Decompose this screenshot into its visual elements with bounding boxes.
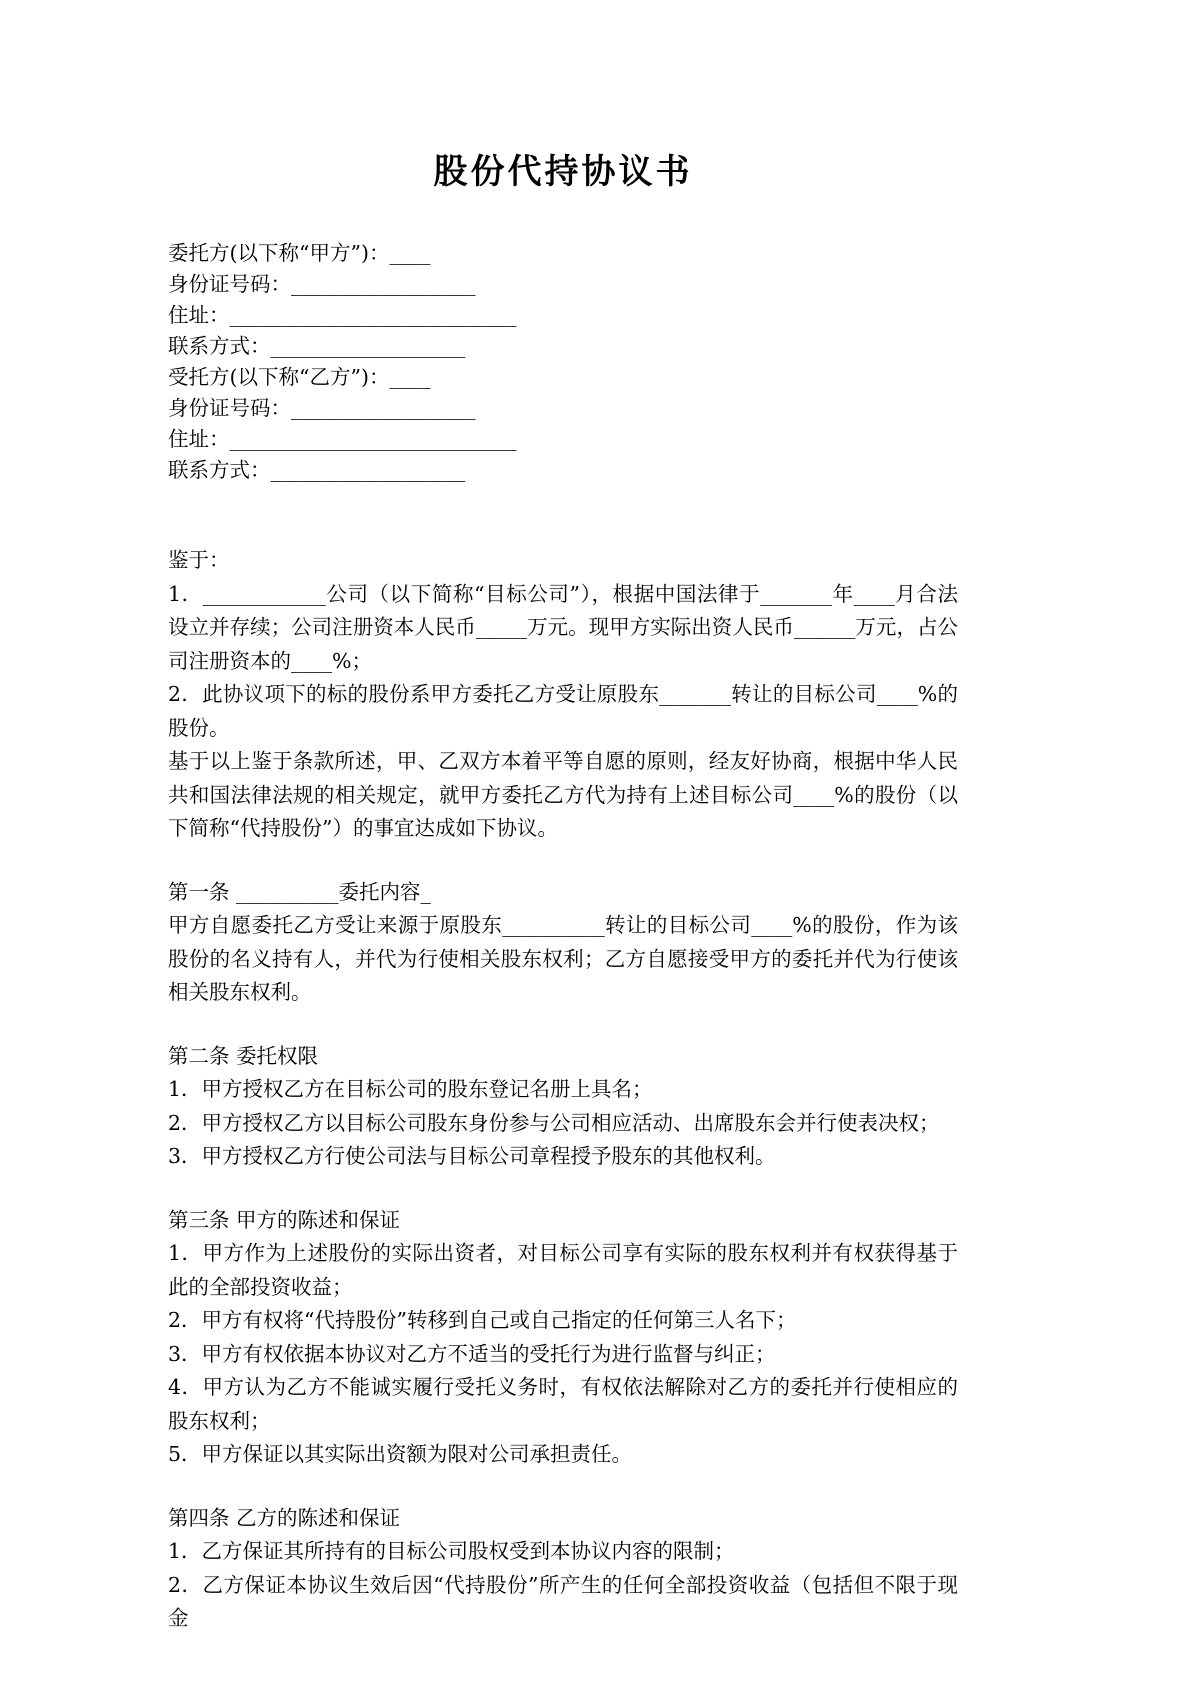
party-line-trustee: 受托方(以下称“乙方”)：____: [168, 365, 431, 390]
recitals-heading: 鉴于：: [168, 548, 230, 573]
recitals-block: [168, 544, 958, 846]
article-4-paragraph-1: 1．乙方保证其所持有的目标公司股权受到本协议内容的限制；: [168, 1539, 735, 1564]
party-line-trustee-id: 身份证号码：__________________: [168, 396, 476, 421]
article-3: [168, 1204, 958, 1472]
document-content: [168, 0, 958, 1636]
article-1: [168, 876, 958, 1010]
article-3-paragraph-2: 2．甲方有权将“代持股份”转移到自己或自己指定的任何第三人名下；: [168, 1308, 797, 1333]
article-2-paragraph-2: 2．甲方授权乙方以目标公司股东身份参与公司相应活动、出席股东会并行使表决权；: [168, 1110, 940, 1135]
article-4: [168, 1502, 958, 1636]
article-3-paragraph-3: 3．甲方有权依据本协议对乙方不适当的受托行为进行监督与纠正；: [168, 1341, 776, 1366]
article-3-paragraph-4: 4．甲方认为乙方不能诚实履行受托义务时，有权依法解除对乙方的委托并行使相应的股东权利；: [168, 1375, 958, 1433]
party-line-trustee-contact: 联系方式：___________________: [168, 458, 466, 483]
article-2-heading: 第二条 委托权限: [168, 1043, 319, 1068]
recital-item-2: 2．此协议项下的标的股份系甲方委托乙方受让原股东_______转让的目标公司____%的股份。: [168, 682, 958, 740]
article-2-paragraph-1: 1．甲方授权乙方在目标公司的股东登记名册上具名；: [168, 1077, 653, 1102]
page-title: 股份代持协议书: [433, 152, 693, 192]
party-line-entrustor-contact: 联系方式：___________________: [168, 334, 466, 359]
article-4-paragraph-2: 2．乙方保证本协议生效后因“代持股份”所产生的任何全部投资收益（包括但不限于现金: [168, 1572, 958, 1631]
recital-closing-paragraph: 基于以上鉴于条款所述，甲、乙双方本着平等自愿的原则，经友好协商，根据中华人民共和国法律法规的相关规定，就甲方委托乙方代为持有上述目标公司____%的股份（以下简称“代持股份”）的事宜达成如下协议。: [168, 749, 958, 841]
article-1-heading: 第一条 __________委托内容_: [168, 879, 431, 904]
party-line-entrustor-id: 身份证号码：__________________: [168, 272, 476, 297]
article-1-paragraph-1: 甲方自愿委托乙方受让来源于原股东__________转让的目标公司____%的股份，作为该股份的名义持有人，并代为行使相关股东权利；乙方自愿接受甲方的委托并代为行使该相关股东权利。: [168, 913, 958, 1005]
article-4-heading: 第四条 乙方的陈述和保证: [168, 1505, 401, 1530]
article-3-paragraph-5: 5．甲方保证以其实际出资额为限对公司承担责任。: [168, 1442, 633, 1467]
party-line-entrustor-address: 住址：____________________________: [168, 303, 517, 328]
article-3-heading: 第三条 甲方的陈述和保证: [168, 1207, 401, 1232]
article-2: [168, 1040, 958, 1174]
spacer: [168, 486, 958, 544]
recital-item-1: 1．____________公司（以下简称“目标公司”），根据中国法律于_______年____月合法设立并存续；公司注册资本人民币_____万元。现甲方实际出资人民币______万元，占公司注册资本的____%；: [168, 581, 958, 673]
party-line-trustee-address: 住址：____________________________: [168, 427, 517, 452]
article-3-paragraph-1: 1．甲方作为上述股份的实际出资者，对目标公司享有实际的股东权利并有权获得基于此的全部投资收益；: [168, 1241, 958, 1299]
party-information-block: [168, 238, 958, 486]
party-line-entrustor: 委托方(以下称“甲方”)：____: [168, 241, 431, 266]
article-2-paragraph-3: 3．甲方授权乙方行使公司法与目标公司章程授予股东的其他权利。: [168, 1144, 776, 1169]
